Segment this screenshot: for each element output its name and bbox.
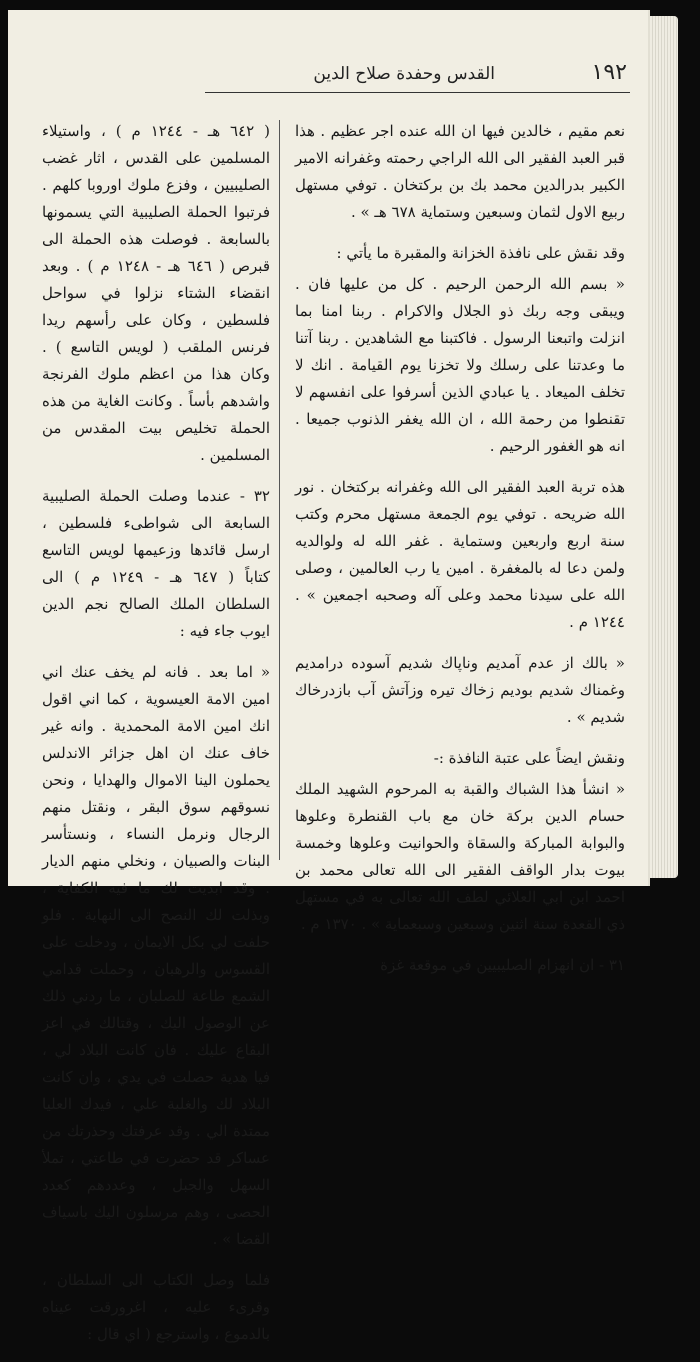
paragraph: « انشأ هذا الشباك والقبة به المرحوم الشهيد الملك حسام الدين بركة خان مع باب القنطرة وعلوها والبوابة المباركة والسقاة والحوانيت وعلوها وخمسة بيوت بدار الواقف الفقير الى الله تعالى محمد بن احمد ابن ابي العلائي لطف الله تعالى به في مستهل ذي القعدة سنة اثنين وسبعين وسبعماية » . ١٣٧٠ م . bbox=[295, 780, 625, 933]
paragraph: « اما بعد . فانه لم يخف عنك اني امين الامة العيسوية ، كما اني اقول انك امين الامة المحمدية . وانه غير خاف عنك ان اهل جزائر الاندلس يحملون الينا الاموال والهدايا ، ونحن نسوقهم سوق البقر ، ونقتل منهم الرجال ونرمل النساء ، ونستأسر البنات والصبيان ، ونخلي منهم الديار . وقد ابديت لك ما فيه الكفاية ، وبذلت لك النصح الى النهاية . فلو حلفت لي بكل الايمان ، ودخلت على القسوس والرهبان ، وحملت قدامي الشمع طاعة للصلبان ، ما ردني ذلك عن الوصول اليك ، وقتالك في اعز البقاع عليك . فان كانت البلاد لي ، فيا هدية حصلت في يدي ، وان كانت البلاد لك والغلبة علي ، فيدك العليا ممتدة الي . وقد عرفتك وحذرتك من عساكر قد حضرت في طاعتي ، تملأ السهل والجبل ، وعددهم كعدد الحصى ، وهم مرسلون اليك باسياف القضا » . bbox=[42, 663, 270, 1248]
right-column bbox=[295, 118, 625, 993]
paragraph: ٣٢ - عندما وصلت الحملة الصليبية السابعة الى شواطىء فلسطين ، ارسل قائدها وزعيمها لويس التاسع كتاباً ( ٦٤٧ هـ - ١٢٤٩ م ) الى السلطان الملك الصالح نجم الدين ايوب جاء فيه : bbox=[42, 487, 270, 640]
paragraph: وقد نقش على نافذة الخزانة والمقبرة ما يأتي : bbox=[336, 244, 625, 262]
column-divider bbox=[279, 120, 280, 860]
left-column bbox=[42, 118, 270, 1362]
page-number: ١٩٢ bbox=[591, 60, 627, 85]
paragraph: « بسم الله الرحمن الرحيم . كل من عليها فان . ويبقى وجه ربك ذو الجلال والاكرام . ربنا امنا بما انزلت واتبعنا الرسول . فاكتبنا مع الشاهدين . ربنا آتنا ما وعدتنا على رسلك ولا تخزنا يوم القيامة . انك لا تخلف الميعاد . يا عبادي الذين أسرفوا على انفسهم لا تقنطوا من رحمة الله ، ان الله يغفر الذنوب جميعا . انه هو الغفور الرحيم . bbox=[295, 275, 625, 455]
running-title: القدس وحفدة صلاح الدين bbox=[313, 64, 495, 84]
paragraph: نعم مقيم ، خالدين فيها ان الله عنده اجر عظيم . هذا قبر العبد الفقير الى الله الراجي رحمته وغفرانه الامير الكبير بدرالدين محمد بك بن بركتخان . توفي مستهل ربيع الاول لثمان وسبعين وستماية ٦٧٨ هـ » . bbox=[295, 122, 625, 221]
paragraph: ( ٦٤٢ هـ - ١٢٤٤ م ) ، واستيلاء المسلمين على القدس ، اثار غضب الصليبيين ، وفزع ملوك اوروبا كلهم . فرتبوا الحملة الصليبية التي يسمونها بالسابعة . فوصلت هذه الحملة الى قبرص ( ٦٤٦ هـ - ١٢٤٨ م ) . وبعد انقضاء الشتاء نزلوا في سواحل فلسطين ، وكان على رأسهم ريدا فرنس الملقب ( لويس التاسع ) . وكان هذا من اعظم ملوك الفرنجة واشدهم بأساً . وكانت الغاية من هذه الحملة تخليص بيت المقدس من المسلمين . bbox=[42, 122, 270, 464]
paragraph: ونقش ايضاً على عتبة النافذة :- bbox=[433, 749, 625, 767]
page-header bbox=[205, 60, 635, 88]
paragraph: هذه تربة العبد الفقير الى الله وغفرانه بركتخان . نور الله ضريحه . توفي يوم الجمعة مستهل محرم وكتب سنة اربع واربعين وستماية . غفر الله له ولوالديه ولمن دعا له بالمغفرة . امين يا رب العالمين ، وصلى الله على سيدنا محمد وعلى آله وصحبه اجمعين » . ١٢٤٤ م . bbox=[295, 478, 625, 631]
paragraph: « بالك از عدم آمديم وناپاك شديم آسوده درامديم وغمناك شديم بوديم زخاك تيره وزآتش آب بازدرخاك شديم » . bbox=[295, 654, 625, 726]
paragraph: ٣١ - ان انهزام الصليبيين في موقعة غزة bbox=[380, 956, 625, 974]
header-rule bbox=[205, 92, 630, 93]
page-edges bbox=[646, 16, 678, 878]
paragraph: فلما وصل الكتاب الى السلطان ، وقرىء عليه ، اغرورقت عيناه بالدموع ، واسترجع ( اي قال : bbox=[42, 1271, 270, 1343]
